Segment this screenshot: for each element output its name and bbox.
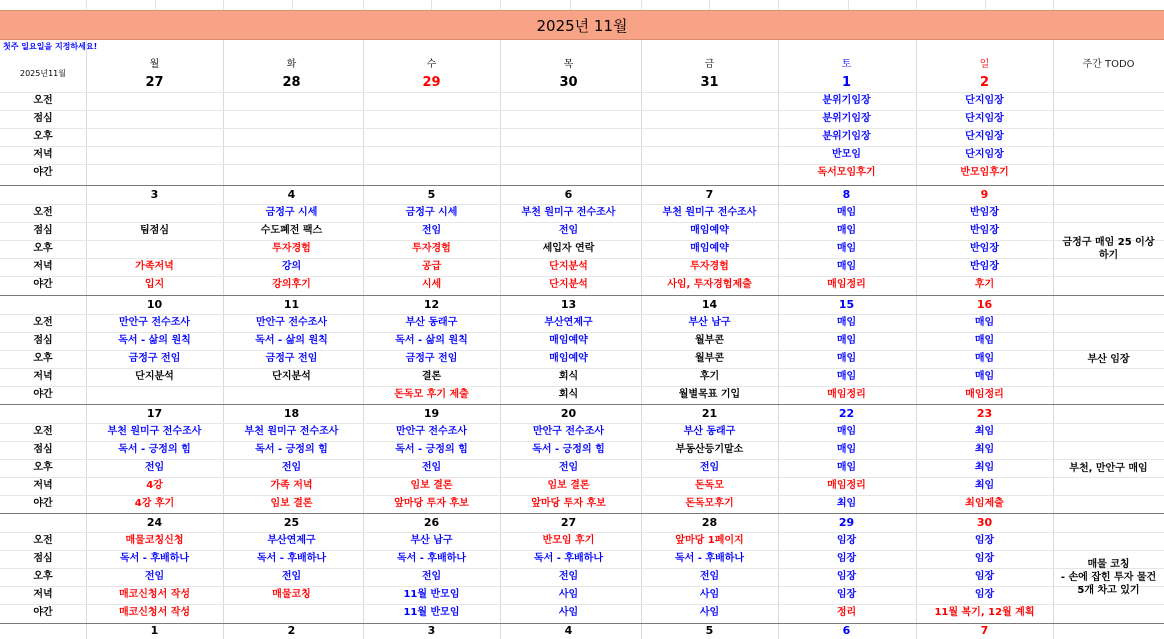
slot-label[interactable]: 오전 xyxy=(33,207,53,219)
event-cell[interactable]: 독서 - 삶의 원칙 xyxy=(255,335,328,347)
day-header[interactable]: 토 xyxy=(841,59,852,71)
event-cell[interactable]: 팀점심 xyxy=(140,225,169,237)
slot-label[interactable]: 점심 xyxy=(33,335,53,347)
event-cell[interactable]: 매임예약 xyxy=(690,225,729,237)
date-cell[interactable]: 10 xyxy=(146,297,163,311)
date-cell[interactable]: 17 xyxy=(146,406,163,420)
event-cell[interactable] xyxy=(500,128,637,146)
day-header[interactable]: 수 xyxy=(426,59,437,71)
date-cell[interactable]: 19 xyxy=(423,406,440,420)
day-header[interactable]: 목 xyxy=(563,59,574,71)
date-cell[interactable]: 30 xyxy=(976,515,993,529)
event-cell[interactable]: 매임정리 xyxy=(827,389,866,401)
day-header[interactable]: 일 xyxy=(979,59,990,71)
date-cell[interactable]: 2 xyxy=(287,624,296,638)
event-cell[interactable]: 분위기임장 xyxy=(822,131,871,143)
event-cell[interactable]: 부천 원미구 전수조사 xyxy=(244,426,339,438)
event-cell[interactable] xyxy=(223,146,360,164)
date-cell[interactable]: 30 xyxy=(559,74,578,90)
event-cell[interactable]: 후기 xyxy=(974,279,995,291)
event-cell[interactable]: 전임 xyxy=(281,571,302,583)
event-cell[interactable]: 반모임후기 xyxy=(960,167,1009,179)
event-cell[interactable] xyxy=(363,164,500,182)
slot-label[interactable]: 오후 xyxy=(33,462,53,474)
event-cell[interactable]: 임장 xyxy=(836,589,857,601)
event-cell[interactable]: 전임 xyxy=(421,571,442,583)
date-cell[interactable]: 7 xyxy=(980,624,989,638)
event-cell[interactable]: 임보 결론 xyxy=(547,480,590,492)
event-cell[interactable]: 반임장 xyxy=(970,243,999,255)
event-cell[interactable]: 매코신청서 작성 xyxy=(118,589,191,601)
event-cell[interactable]: 수도폐전 팩스 xyxy=(260,225,323,237)
event-cell[interactable]: 앞마당 투자 후보 xyxy=(394,498,469,510)
event-cell[interactable]: 최임제출 xyxy=(965,498,1004,510)
event-cell[interactable]: 전임 xyxy=(558,225,579,237)
event-cell[interactable]: 전임 xyxy=(421,462,442,474)
event-cell[interactable]: 부산 동래구 xyxy=(405,317,458,329)
event-cell[interactable]: 공급 xyxy=(421,261,442,273)
slot-label[interactable]: 오전 xyxy=(33,426,53,438)
event-cell[interactable]: 시세 xyxy=(421,279,442,291)
todo-line: 하기 xyxy=(1098,250,1119,261)
event-cell[interactable]: 사임 xyxy=(558,589,579,601)
event-cell[interactable]: 돈독모 후기 제출 xyxy=(394,389,469,401)
event-cell[interactable]: 만안구 전수조사 xyxy=(532,426,605,438)
event-cell[interactable]: 매임정리 xyxy=(965,389,1004,401)
event-cell[interactable]: 매임 xyxy=(836,225,857,237)
event-cell[interactable]: 전임 xyxy=(558,571,579,583)
grid-line xyxy=(916,0,917,10)
event-cell[interactable]: 최임 xyxy=(974,462,995,474)
grid-line xyxy=(500,0,501,10)
event-cell[interactable] xyxy=(223,164,360,182)
event-cell[interactable] xyxy=(641,92,778,110)
date-cell[interactable]: 21 xyxy=(701,406,718,420)
event-cell[interactable]: 임보 결론 xyxy=(410,480,453,492)
slot-label[interactable]: 야간 xyxy=(33,167,53,179)
event-cell[interactable] xyxy=(363,92,500,110)
date-cell[interactable]: 22 xyxy=(838,406,855,420)
slot-label[interactable]: 야간 xyxy=(33,279,53,291)
grid-line xyxy=(431,0,432,10)
slot-label[interactable]: 오후 xyxy=(33,243,53,255)
event-cell[interactable] xyxy=(223,128,360,146)
event-cell[interactable]: 후기 xyxy=(699,371,720,383)
event-cell[interactable]: 입지 xyxy=(144,279,165,291)
date-cell[interactable]: 13 xyxy=(560,297,577,311)
event-cell[interactable]: 단지임장 xyxy=(965,149,1004,161)
event-cell[interactable]: 임장 xyxy=(974,553,995,565)
slot-label[interactable]: 점심 xyxy=(33,113,53,125)
date-cell[interactable]: 9 xyxy=(980,187,989,201)
event-cell[interactable]: 부산연제구 xyxy=(544,317,593,329)
event-cell[interactable]: 회식 xyxy=(558,371,579,383)
slot-label[interactable]: 저녁 xyxy=(33,480,53,492)
day-header[interactable]: 금 xyxy=(704,59,715,71)
event-cell[interactable]: 전임 xyxy=(699,571,720,583)
event-cell[interactable]: 11월 복기, 12월 계획 xyxy=(934,607,1035,619)
event-cell[interactable]: 돈독모후기 xyxy=(685,498,734,510)
grid-line xyxy=(985,0,986,10)
event-cell[interactable]: 전임 xyxy=(558,462,579,474)
event-cell[interactable]: 전임 xyxy=(144,571,165,583)
date-cell[interactable]: 6 xyxy=(564,187,573,201)
todo-line: 부산 임장 xyxy=(1087,353,1130,365)
date-cell[interactable]: 3 xyxy=(427,624,436,638)
grid-line xyxy=(570,0,571,10)
event-cell[interactable]: 독서모임후기 xyxy=(817,167,876,179)
event-cell[interactable]: 반임장 xyxy=(970,261,999,273)
event-cell[interactable]: 매임 xyxy=(836,317,857,329)
event-cell[interactable]: 매임정리 xyxy=(827,480,866,492)
date-cell[interactable]: 1 xyxy=(841,74,852,90)
event-cell[interactable]: 가족 저녁 xyxy=(270,480,313,492)
slot-label[interactable]: 저녁 xyxy=(33,589,53,601)
event-cell[interactable] xyxy=(86,128,223,146)
event-cell[interactable]: 전임 xyxy=(699,462,720,474)
slot-label[interactable]: 야간 xyxy=(33,607,53,619)
event-cell[interactable]: 강의 xyxy=(281,261,302,273)
slot-label[interactable]: 점심 xyxy=(33,444,53,456)
event-cell[interactable]: 매임정리 xyxy=(827,279,866,291)
slot-label[interactable]: 저녁 xyxy=(33,261,53,273)
event-cell[interactable]: 부산연제구 xyxy=(267,535,316,547)
event-cell[interactable] xyxy=(86,240,223,258)
slot-label[interactable]: 오전 xyxy=(33,535,53,547)
event-cell[interactable]: 사임 xyxy=(699,607,720,619)
slot-label[interactable]: 오후 xyxy=(33,571,53,583)
event-cell[interactable]: 결론 xyxy=(421,371,442,383)
event-cell[interactable]: 만안구 전수조사 xyxy=(255,317,328,329)
grid-line xyxy=(86,0,87,10)
event-cell[interactable]: 임장 xyxy=(974,571,995,583)
event-cell[interactable]: 매임 xyxy=(974,353,995,365)
event-cell[interactable]: 임장 xyxy=(974,535,995,547)
event-cell[interactable]: 임장 xyxy=(974,589,995,601)
event-cell[interactable]: 돈독모 xyxy=(695,480,724,492)
event-cell[interactable] xyxy=(223,92,360,110)
event-cell[interactable]: 11월 반모임 xyxy=(403,607,460,619)
event-cell[interactable] xyxy=(363,146,500,164)
event-cell[interactable]: 4강 후기 xyxy=(134,498,175,510)
weekly-todo[interactable] xyxy=(1053,314,1164,404)
event-cell[interactable]: 독서 - 후배하나 xyxy=(119,553,190,565)
event-cell[interactable]: 사임, 투자경험제출 xyxy=(667,279,752,291)
event-cell[interactable]: 투자경험 xyxy=(412,243,451,255)
slot-label[interactable]: 점심 xyxy=(33,225,53,237)
event-cell[interactable]: 독서 - 후배하나 xyxy=(396,553,467,565)
event-cell[interactable]: 매임예약 xyxy=(549,335,588,347)
event-cell[interactable]: 가족저녁 xyxy=(135,261,174,273)
event-cell[interactable]: 매코신청서 작성 xyxy=(118,607,191,619)
event-cell[interactable]: 매임 xyxy=(974,335,995,347)
date-cell[interactable]: 25 xyxy=(283,515,300,529)
date-cell[interactable]: 6 xyxy=(842,624,851,638)
event-cell[interactable] xyxy=(223,604,360,622)
grid-line xyxy=(641,0,642,10)
event-cell[interactable] xyxy=(641,146,778,164)
event-cell[interactable]: 매임 xyxy=(836,335,857,347)
event-cell[interactable]: 임보 결론 xyxy=(270,498,313,510)
date-cell[interactable]: 15 xyxy=(838,297,855,311)
event-cell[interactable]: 월부콘 xyxy=(695,335,724,347)
event-cell[interactable]: 금정구 전임 xyxy=(405,353,458,365)
event-cell[interactable]: 반모임 xyxy=(832,149,861,161)
event-cell[interactable]: 매임 xyxy=(836,462,857,474)
event-cell[interactable]: 최임 xyxy=(974,426,995,438)
event-cell[interactable] xyxy=(641,110,778,128)
event-cell[interactable]: 독서 - 삶의 원칙 xyxy=(395,335,468,347)
date-cell[interactable]: 31 xyxy=(700,74,719,90)
event-cell[interactable]: 독서 - 긍정의 힘 xyxy=(395,444,468,456)
slot-label[interactable]: 야간 xyxy=(33,498,53,510)
slot-label[interactable]: 저녁 xyxy=(33,149,53,161)
event-cell[interactable]: 매임 xyxy=(836,243,857,255)
date-cell[interactable]: 16 xyxy=(976,297,993,311)
event-cell[interactable]: 반임장 xyxy=(970,225,999,237)
todo-header[interactable]: 주간 TODO xyxy=(1082,59,1135,71)
event-cell[interactable]: 단지분석 xyxy=(135,371,174,383)
event-cell[interactable]: 임장 xyxy=(836,535,857,547)
todo-line: 매물 코칭 xyxy=(1087,558,1130,570)
event-cell[interactable]: 매임 xyxy=(836,426,857,438)
event-cell[interactable] xyxy=(641,128,778,146)
date-cell[interactable]: 18 xyxy=(283,406,300,420)
event-cell[interactable]: 11월 반모임 xyxy=(403,589,460,601)
event-cell[interactable]: 단지임장 xyxy=(965,131,1004,143)
event-cell[interactable] xyxy=(86,92,223,110)
date-cell[interactable]: 28 xyxy=(282,74,301,90)
event-cell[interactable] xyxy=(86,386,223,404)
event-cell[interactable] xyxy=(500,92,637,110)
event-cell[interactable]: 단지분석 xyxy=(272,371,311,383)
event-cell[interactable] xyxy=(86,110,223,128)
event-cell[interactable]: 금정구 전임 xyxy=(265,353,318,365)
date-cell[interactable]: 24 xyxy=(146,515,163,529)
event-cell[interactable]: 독서 - 긍정의 힘 xyxy=(255,444,328,456)
date-cell[interactable]: 3 xyxy=(150,187,159,201)
slot-label[interactable]: 오전 xyxy=(33,317,53,329)
event-cell[interactable]: 정리 xyxy=(836,607,857,619)
event-cell[interactable]: 단지분석 xyxy=(549,279,588,291)
date-cell[interactable]: 27 xyxy=(560,515,577,529)
date-cell[interactable]: 29 xyxy=(838,515,855,529)
event-cell[interactable]: 단지분석 xyxy=(549,261,588,273)
event-cell[interactable]: 부동산등기말소 xyxy=(675,444,744,456)
event-cell[interactable]: 금정구 시세 xyxy=(405,207,458,219)
weekly-todo[interactable] xyxy=(1053,204,1164,294)
event-cell[interactable] xyxy=(500,110,637,128)
grid-line xyxy=(223,0,224,10)
event-cell[interactable]: 부산 남구 xyxy=(688,317,731,329)
event-cell[interactable] xyxy=(86,204,223,222)
event-cell[interactable]: 투자경험 xyxy=(272,243,311,255)
todo-line: 부천, 만안구 매임 xyxy=(1069,462,1148,474)
notice-text[interactable]: 첫주 일요일을 지정하세요! xyxy=(3,42,98,52)
event-cell[interactable]: 단지임장 xyxy=(965,113,1004,125)
event-cell[interactable]: 반모임 후기 xyxy=(542,535,595,547)
todo-line: 금정구 매임 25 이상 xyxy=(1062,237,1155,248)
event-cell[interactable]: 강의후기 xyxy=(272,279,311,291)
event-cell[interactable]: 독서 - 후배하나 xyxy=(256,553,327,565)
event-cell[interactable]: 전임 xyxy=(421,225,442,237)
event-cell[interactable] xyxy=(223,110,360,128)
event-cell[interactable] xyxy=(500,164,637,182)
event-cell[interactable]: 회식 xyxy=(558,389,579,401)
slot-label[interactable]: 야간 xyxy=(33,389,53,401)
date-cell[interactable]: 7 xyxy=(705,187,714,201)
event-cell[interactable]: 투자경험 xyxy=(690,261,729,273)
event-cell[interactable]: 임장 xyxy=(836,571,857,583)
event-cell[interactable]: 독서 - 긍정의 힘 xyxy=(118,444,191,456)
event-cell[interactable]: 전임 xyxy=(281,462,302,474)
event-cell[interactable]: 분위기임장 xyxy=(822,95,871,107)
date-cell[interactable]: 23 xyxy=(976,406,993,420)
event-cell[interactable]: 매임 xyxy=(836,371,857,383)
day-header[interactable]: 월 xyxy=(149,59,160,71)
date-cell[interactable]: 5 xyxy=(705,624,714,638)
date-cell[interactable]: 27 xyxy=(145,74,164,90)
date-cell[interactable]: 2 xyxy=(979,74,990,90)
event-cell[interactable]: 앞마당 1페이지 xyxy=(675,535,744,547)
event-cell[interactable]: 세입자 연락 xyxy=(542,243,595,255)
event-cell[interactable]: 독서 - 후배하나 xyxy=(674,553,745,565)
date-cell[interactable]: 4 xyxy=(287,187,296,201)
event-cell[interactable] xyxy=(641,164,778,182)
event-cell[interactable]: 부천 원미구 전수조사 xyxy=(662,207,757,219)
date-cell[interactable]: 29 xyxy=(422,74,441,90)
event-cell[interactable]: 매물코칭신청 xyxy=(125,535,184,547)
event-cell[interactable]: 앞마당 투자 후보 xyxy=(531,498,606,510)
event-cell[interactable]: 금정구 전임 xyxy=(128,353,181,365)
calendar-title[interactable]: 2025년 11월 xyxy=(0,10,1164,40)
date-cell[interactable]: 12 xyxy=(423,297,440,311)
event-cell[interactable]: 부산 동래구 xyxy=(683,426,736,438)
grid-line xyxy=(848,0,849,10)
event-cell[interactable]: 최임 xyxy=(836,498,857,510)
event-cell[interactable] xyxy=(86,146,223,164)
event-cell[interactable]: 만안구 전수조사 xyxy=(118,317,191,329)
grid-line xyxy=(155,0,156,10)
event-cell[interactable]: 최임 xyxy=(974,480,995,492)
event-cell[interactable]: 매임 xyxy=(974,371,995,383)
date-cell[interactable]: 28 xyxy=(701,515,718,529)
event-cell[interactable]: 분위기임장 xyxy=(822,113,871,125)
weekly-todo[interactable] xyxy=(1053,423,1164,513)
event-cell[interactable]: 임장 xyxy=(836,553,857,565)
slot-label[interactable]: 오후 xyxy=(33,131,53,143)
event-cell[interactable]: 금정구 시세 xyxy=(265,207,318,219)
event-cell[interactable]: 전임 xyxy=(144,462,165,474)
month-label[interactable]: 2025년11월 xyxy=(20,69,66,79)
event-cell[interactable]: 부천 원미구 전수조사 xyxy=(521,207,616,219)
event-cell[interactable]: 매임예약 xyxy=(549,353,588,365)
slot-label[interactable]: 오전 xyxy=(33,95,53,107)
event-cell[interactable]: 독서 - 긍정의 힘 xyxy=(532,444,605,456)
day-header[interactable]: 화 xyxy=(286,59,297,71)
grid-line xyxy=(363,0,364,10)
date-cell[interactable]: 4 xyxy=(564,624,573,638)
slot-label[interactable]: 오후 xyxy=(33,353,53,365)
date-cell[interactable]: 14 xyxy=(701,297,718,311)
date-cell[interactable]: 5 xyxy=(427,187,436,201)
event-cell[interactable] xyxy=(363,110,500,128)
event-cell[interactable] xyxy=(223,386,360,404)
event-cell[interactable]: 4강 xyxy=(146,480,163,492)
grid-line xyxy=(778,0,779,10)
event-cell[interactable]: 매물코칭 xyxy=(272,589,311,601)
event-cell[interactable]: 매임 xyxy=(836,353,857,365)
event-cell[interactable]: 월별목표 기입 xyxy=(678,389,741,401)
event-cell[interactable]: 만안구 전수조사 xyxy=(395,426,468,438)
event-cell[interactable]: 부천 원미구 전수조사 xyxy=(107,426,202,438)
todo-line: - 손에 잡힌 투자 물건 xyxy=(1060,571,1157,583)
slot-label[interactable]: 저녁 xyxy=(33,371,53,383)
date-cell[interactable]: 20 xyxy=(560,406,577,420)
event-cell[interactable] xyxy=(363,128,500,146)
event-cell[interactable]: 매임 xyxy=(836,444,857,456)
slot-label[interactable]: 점심 xyxy=(33,553,53,565)
event-cell[interactable]: 매임 xyxy=(836,261,857,273)
date-cell[interactable]: 26 xyxy=(423,515,440,529)
event-cell[interactable]: 사임 xyxy=(699,589,720,601)
grid-line xyxy=(709,0,710,10)
grid-line xyxy=(1053,0,1054,10)
date-cell[interactable]: 1 xyxy=(150,624,159,638)
date-cell[interactable]: 8 xyxy=(842,187,851,201)
event-cell[interactable]: 최임 xyxy=(974,444,995,456)
event-cell[interactable]: 반임장 xyxy=(970,207,999,219)
date-cell[interactable]: 11 xyxy=(283,297,300,311)
weekly-todo[interactable] xyxy=(1053,532,1164,622)
todo-line: 5개 차고 있기 xyxy=(1077,584,1140,596)
event-cell[interactable]: 독서 - 삶의 원칙 xyxy=(118,335,191,347)
event-cell[interactable]: 독서 - 후배하나 xyxy=(533,553,604,565)
event-cell[interactable]: 매임 xyxy=(974,317,995,329)
event-cell[interactable]: 월부콘 xyxy=(695,353,724,365)
grid-line xyxy=(292,0,293,10)
event-cell[interactable] xyxy=(500,146,637,164)
event-cell[interactable]: 매임예약 xyxy=(690,243,729,255)
event-cell[interactable] xyxy=(86,164,223,182)
event-cell[interactable]: 단지임장 xyxy=(965,95,1004,107)
event-cell[interactable]: 사임 xyxy=(558,607,579,619)
event-cell[interactable]: 매임 xyxy=(836,207,857,219)
event-cell[interactable]: 부산 남구 xyxy=(410,535,453,547)
